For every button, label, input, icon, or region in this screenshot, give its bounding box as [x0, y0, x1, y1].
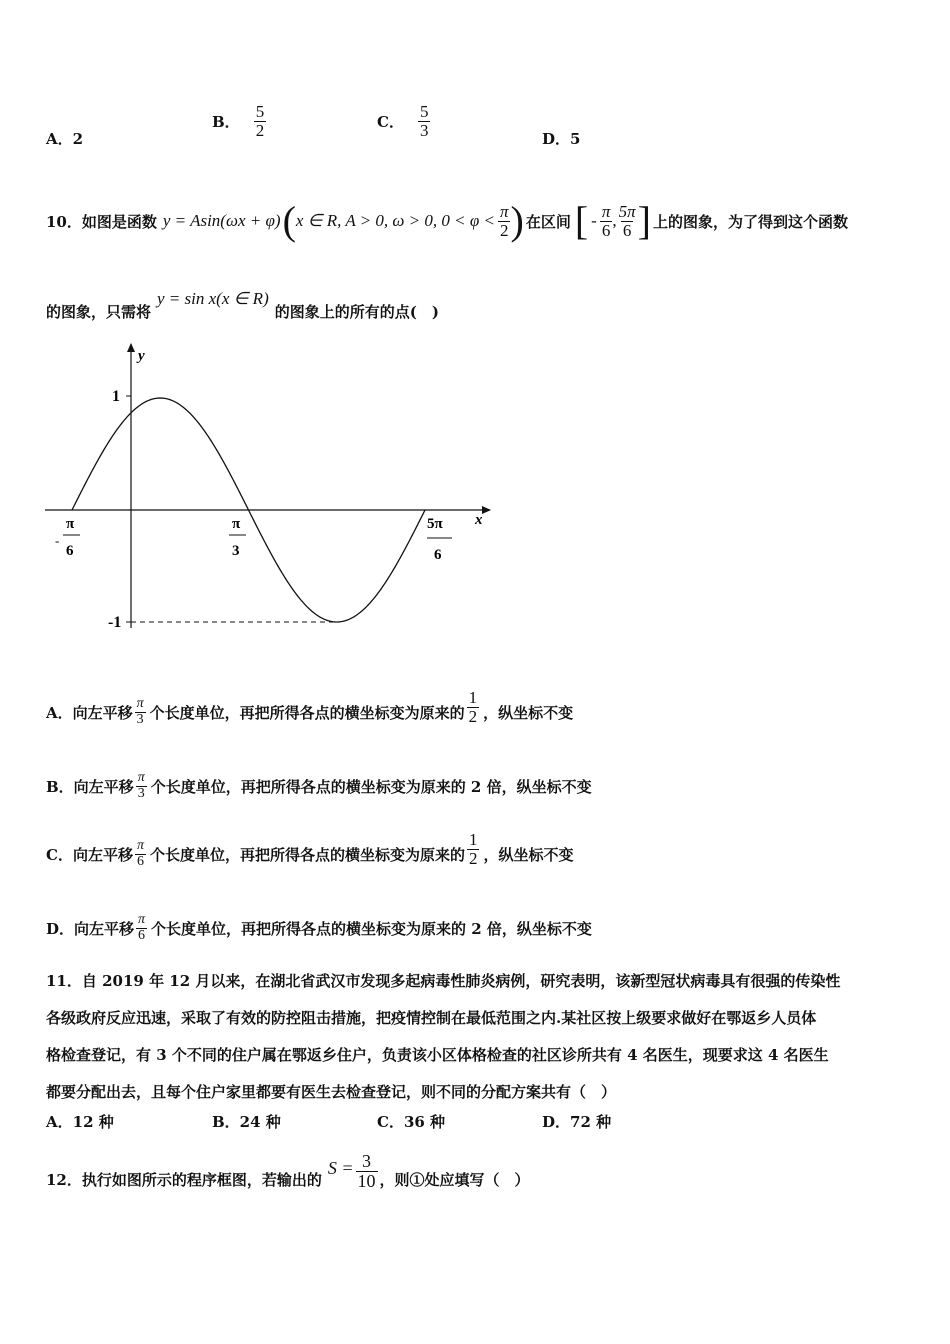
q12-prefix: 12．执行如图所示的程序框图，若输出的: [46, 1170, 322, 1189]
right-tick-den: 6: [434, 547, 442, 563]
q10-option-b-frac-num: π: [137, 769, 145, 785]
q9-option-c-label: C．: [377, 112, 404, 131]
q11-line-4: 都要分配出去，且每个住户家里都要有医生去检查登记，则不同的分配方案共有（ ）: [46, 1083, 617, 1101]
q10-option-b-label: B．向左平移: [46, 777, 134, 796]
q12-variable: S =: [327, 1157, 354, 1178]
q11-option-b: B．24 种: [212, 1113, 281, 1131]
q10-option-a-tail-frac: [467, 689, 480, 726]
q9-option-b-den: 2: [255, 120, 265, 140]
q11-option-d: D．72 种: [542, 1113, 612, 1131]
q10-interval-minus: -: [591, 211, 597, 230]
left-tick-den: 6: [66, 543, 74, 559]
q12-frac-den: 10: [357, 1170, 376, 1191]
q10-option-c-frac-den: 6: [136, 853, 144, 869]
q10-interval-comma: ,: [612, 211, 617, 230]
q10-interval-a: [600, 203, 613, 240]
q9-option-c-den: 3: [419, 120, 429, 140]
q10-suffix: 上的图象，为了得到这个函数: [652, 212, 848, 231]
q10-option-c-mid: 个长度单位，再把所得各点的横坐标变为原来的: [149, 845, 465, 864]
q10-option-b: [46, 760, 592, 812]
q10-option-d-frac: [136, 913, 147, 943]
q9-option-b-label: B．: [212, 112, 240, 131]
q10-line2-prefix: 的图象，只需将: [46, 302, 152, 321]
mid-tick-den: 3: [232, 543, 240, 559]
q10-option-d-frac-num: π: [138, 911, 146, 927]
q10-option-c-end: ，纵坐标不变: [483, 845, 574, 864]
q11-line-2: 各级政府反应迅速，采取了有效的防控阻击措施，把疫情控制在最低范围之内.某社区按上级要求做好在鄂返乡人员体: [46, 1009, 817, 1027]
y-axis-label: y: [138, 348, 145, 364]
q10-option-a-end: ，纵坐标不变: [483, 703, 574, 722]
q10-interval-b: [617, 203, 638, 240]
q10-option-c: [46, 822, 574, 886]
q10-interval-a-num: π: [601, 201, 611, 221]
q10-bracket-close: ]: [637, 198, 651, 243]
q10-option-a-label: A．向左平移: [46, 703, 133, 722]
q10-interval-b-num: 5π: [618, 201, 636, 221]
q10-option-a-frac: [135, 697, 146, 727]
q10-interval-b-den: 6: [622, 220, 632, 240]
q12-fraction: [356, 1152, 378, 1191]
q10-option-a-tail-num: 1: [468, 687, 478, 707]
q10-stem-line1: [46, 186, 848, 256]
q10-option-b-frac: [136, 771, 147, 801]
q10-option-a-tail-den: 2: [468, 706, 478, 726]
q10-option-b-frac-den: 3: [137, 785, 145, 801]
q9-option-d: D．5: [542, 130, 581, 148]
q10-paren-close: ): [510, 198, 524, 243]
q11-option-c: C．36 种: [377, 1113, 446, 1131]
q9-option-b-fraction: [254, 103, 267, 140]
q10-option-a-mid: 个长度单位，再把所得各点的横坐标变为原来的: [149, 703, 465, 722]
q9-option-a: A．2: [46, 130, 84, 148]
q10-option-c-label: C．向左平移: [46, 845, 133, 864]
q10-cond-num: π: [499, 201, 509, 221]
x-axis-label: x: [475, 512, 483, 528]
q10-function: y = Asin(ωx + φ): [162, 211, 281, 230]
q10-interval-a-den: 6: [601, 220, 611, 240]
q11-line-1: 11．自 2019 年 12 月以来，在湖北省武汉市发现多起病毒性肺炎病例，研究表明，该新型冠状病毒具有很强的传染性: [46, 972, 841, 990]
left-tick-num: π: [66, 516, 75, 532]
q10-option-d-label: D．向左平移: [46, 919, 135, 938]
q10-option-a-frac-num: π: [136, 695, 144, 711]
q10-line2-suffix: 的图象上的所有的点( ): [274, 302, 439, 321]
q9-option-c-num: 5: [419, 102, 429, 121]
q10-option-d-mid: 个长度单位，再把所得各点的横坐标变为原来的 2 倍，纵坐标不变: [151, 919, 592, 938]
left-tick-sign: -: [55, 533, 60, 548]
q10-option-a-frac-den: 3: [136, 711, 144, 727]
tick-one-label: 1: [112, 388, 120, 405]
q10-condition: x ∈ R, A > 0, ω > 0, 0 < φ <: [295, 211, 495, 230]
q10-sine-graph: [40, 338, 500, 638]
q10-option-c-tail-frac: [467, 831, 480, 868]
q10-prefix: 10．如图是函数: [46, 212, 157, 231]
q10-option-c-tail-den: 2: [468, 848, 478, 868]
q11-option-a: A．12 种: [46, 1113, 114, 1131]
q12-frac-num: 3: [362, 1150, 372, 1171]
q10-option-a: [46, 680, 573, 744]
q9-option-b-num: 5: [255, 102, 265, 121]
mid-tick-num: π: [232, 516, 241, 532]
q10-cond-den: 2: [499, 220, 509, 240]
q10-stem-line2: [46, 284, 439, 324]
q10-option-c-frac: [135, 839, 146, 869]
q10-line2-function: y = sin x(x ∈ R): [157, 289, 269, 308]
q12-suffix: ，则①处应填写（ ）: [379, 1170, 530, 1189]
q10-bracket-open: [: [574, 198, 589, 243]
q12-stem: [46, 1144, 530, 1204]
q10-option-d: [46, 902, 592, 954]
q10-option-c-frac-num: π: [136, 837, 144, 853]
q9-option-b: [212, 103, 266, 140]
q10-interval-text: 在区间: [525, 212, 571, 231]
q10-option-d-frac-den: 6: [138, 927, 146, 943]
q11-stem: [46, 963, 840, 1111]
q10-condition-fraction: [498, 203, 511, 240]
q10-paren-open: (: [282, 198, 296, 243]
tick-neg-one-label: -1: [108, 614, 122, 631]
q10-option-c-tail-num: 1: [468, 829, 478, 849]
right-tick-num: 5π: [427, 516, 443, 532]
q9-option-c-fraction: [418, 103, 431, 140]
q11-line-3: 格检查登记，有 3 个不同的住户属在鄂返乡住户，负责该小区体格检查的社区诊所共有 4 名医生，现要求这 4 名医生: [46, 1046, 829, 1064]
q10-option-b-mid: 个长度单位，再把所得各点的横坐标变为原来的 2 倍，纵坐标不变: [150, 777, 592, 796]
q9-option-c: [377, 103, 430, 140]
